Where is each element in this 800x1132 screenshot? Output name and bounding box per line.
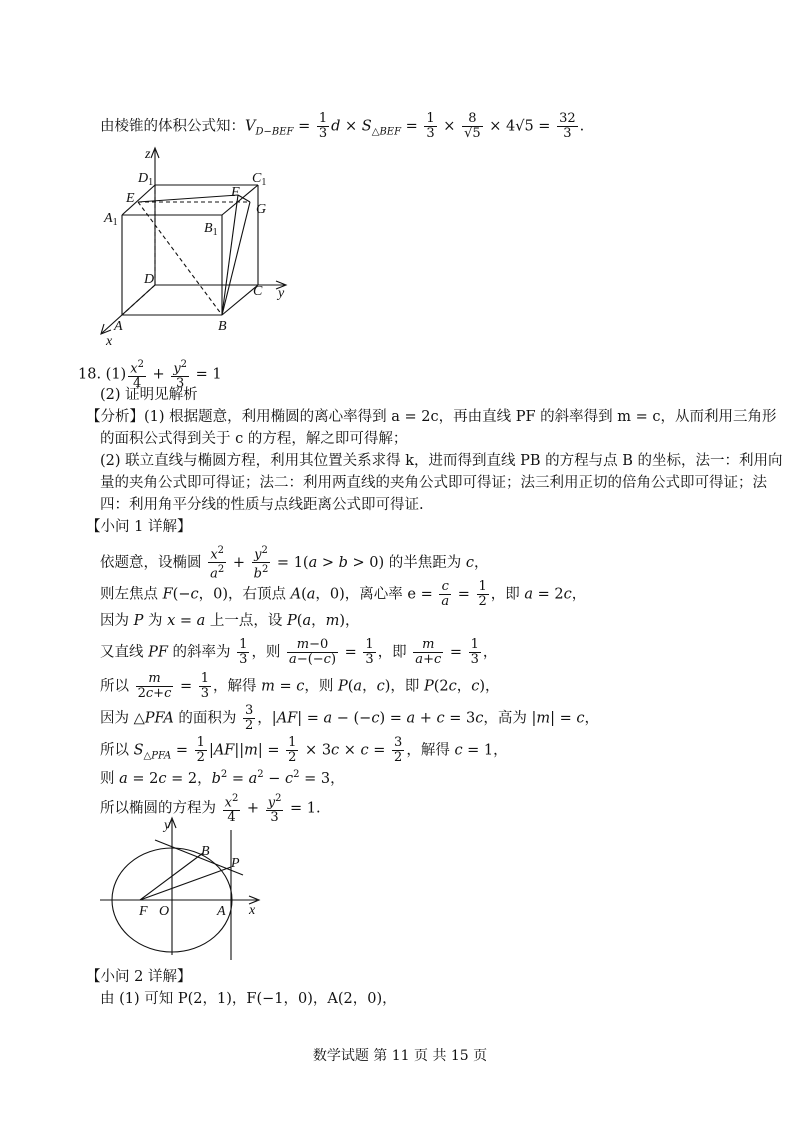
point-g-label: G <box>256 202 267 217</box>
volume-intro-text: 由棱锥的体积公式知： <box>100 118 245 135</box>
solution-line-7: 所以 $S_{\triangle PFA}$ = $\frac{1}{2}$ |AF||m| = $\frac{1}{2}$ × 3c × c = $\frac{3}{2}$ ，解得 c = 1， <box>100 735 508 765</box>
q18-answer-1: 18. (1) $\frac{x^2}{4}$ + $\frac{y^2}{3}$ = 1 <box>78 359 222 392</box>
solution-line-5: 所以 $\frac{m}{2c+c}$ = $\frac{1}{3}$ ，解得 m = c，则 P(a，c)，即 P(2c，c)， <box>100 671 500 701</box>
solution-line-9: 所以椭圆的方程为 $\frac{x^2}{4}$ + $\frac{y^2}{3}$ = 1. <box>100 793 321 826</box>
analysis-line-3: (2) 联立直线与椭圆方程，利用其位置关系求得 k，进而得到直线 PB 的方程与点 B 的坐标，法一：利用向 <box>100 453 783 469</box>
volume-formula-line: 由棱锥的体积公式知：$V_{D-BEF}$ = $\frac{1}{3}$ $d \times S_{\triangle BEF}$ = $\frac{1}{3}$ × $\frac{8}{√5}$ × 4√5 = $\frac{32}{3}$ . <box>100 111 585 141</box>
solution-line-1: 依题意，设椭圆 $\frac{x^2}{a^2}$ + $\frac{y^2}{b^2}$ = 1(a > b > 0) 的半焦距为 c， <box>100 545 489 582</box>
point-b-label: B <box>218 319 227 334</box>
analysis-line-5: 四：利用角平分线的性质与点线距离公式即可得证. <box>100 497 424 513</box>
point-d-label: D <box>144 272 155 287</box>
point-e-label: E <box>126 191 135 206</box>
axis-y-label: y <box>278 286 285 301</box>
q18-number: 18. <box>78 366 102 383</box>
point-c1-label: $C_1$ <box>252 171 267 188</box>
sub-question-1-heading: 【小问 1 详解】 <box>86 519 192 535</box>
solution-2-line-1: 由 (1) 可知 P(2，1)，F(−1，0)，A(2，0)， <box>100 991 397 1007</box>
page-footer: 数学试题 第 11 页 共 15 页 <box>312 1048 488 1064</box>
point-b1-label: $B_1$ <box>204 221 218 238</box>
solution-line-6: 因为 △PFA 的面积为 $\frac{3}{2}$ ，|AF| = a − (−c) = a + c = 3c，高为 |m| = c， <box>100 703 600 733</box>
q18-answer-2: (2) 证明见解析 <box>100 387 198 403</box>
solution-line-3: 因为 P 为 x = a 上一点，设 P(a，m)， <box>100 613 360 629</box>
point-a1-label: $A_1$ <box>104 211 118 228</box>
solution-line-4: 又直线 PF 的斜率为 $\frac{1}{3}$ ，则 $\frac{m-0}{a-(-c)}$ = $\frac{1}{3}$ ，即 $\frac{m}{a+c}$ = $\frac{1}{3}$ ， <box>100 637 498 667</box>
sub-question-2-heading: 【小问 2 详解】 <box>86 969 192 985</box>
ellipse-diagram <box>95 815 275 965</box>
solution-line-8: 则 a = 2c = 2，$b^2 = a^2 - c^2 = 3$， <box>100 769 345 787</box>
axis-z-label: z <box>145 147 151 162</box>
ellipse-point-a-label: A <box>217 904 226 919</box>
point-f-label: F <box>231 185 240 200</box>
analysis-line-1: 【分析】(1) 根据题意，利用椭圆的离心率得到 a = 2c，再由直线 PF 的斜率得到 m = c，从而利用三角形 <box>86 409 777 425</box>
point-a-label: A <box>114 319 123 334</box>
solution-line-2: 则左焦点 F(−c，0)，右顶点 A(a，0)，离心率 e = $\frac{c}{a}$ = $\frac{1}{2}$ ，即 a = 2c， <box>100 579 587 609</box>
ellipse-point-b-label: B <box>201 844 210 859</box>
ellipse-point-f-label: F <box>139 904 148 919</box>
axis-x-label: x <box>106 334 113 349</box>
ellipse-axis-x-label: x <box>249 903 256 918</box>
cube-diagram <box>90 140 310 350</box>
ellipse-point-p-label: P <box>231 856 240 871</box>
ellipse-axis-y-label: y <box>164 818 171 833</box>
analysis-line-2: 的面积公式得到关于 c 的方程，解之即可得解； <box>100 431 408 447</box>
point-d1-label: $D_1$ <box>138 171 154 188</box>
ellipse-point-o-label: O <box>159 904 170 919</box>
point-c-label: C <box>253 284 263 299</box>
analysis-line-4: 量的夹角公式即可得证；法二：利用两直线的夹角公式即可得证；法三利用正切的倍角公式即可得证；法 <box>100 475 767 491</box>
